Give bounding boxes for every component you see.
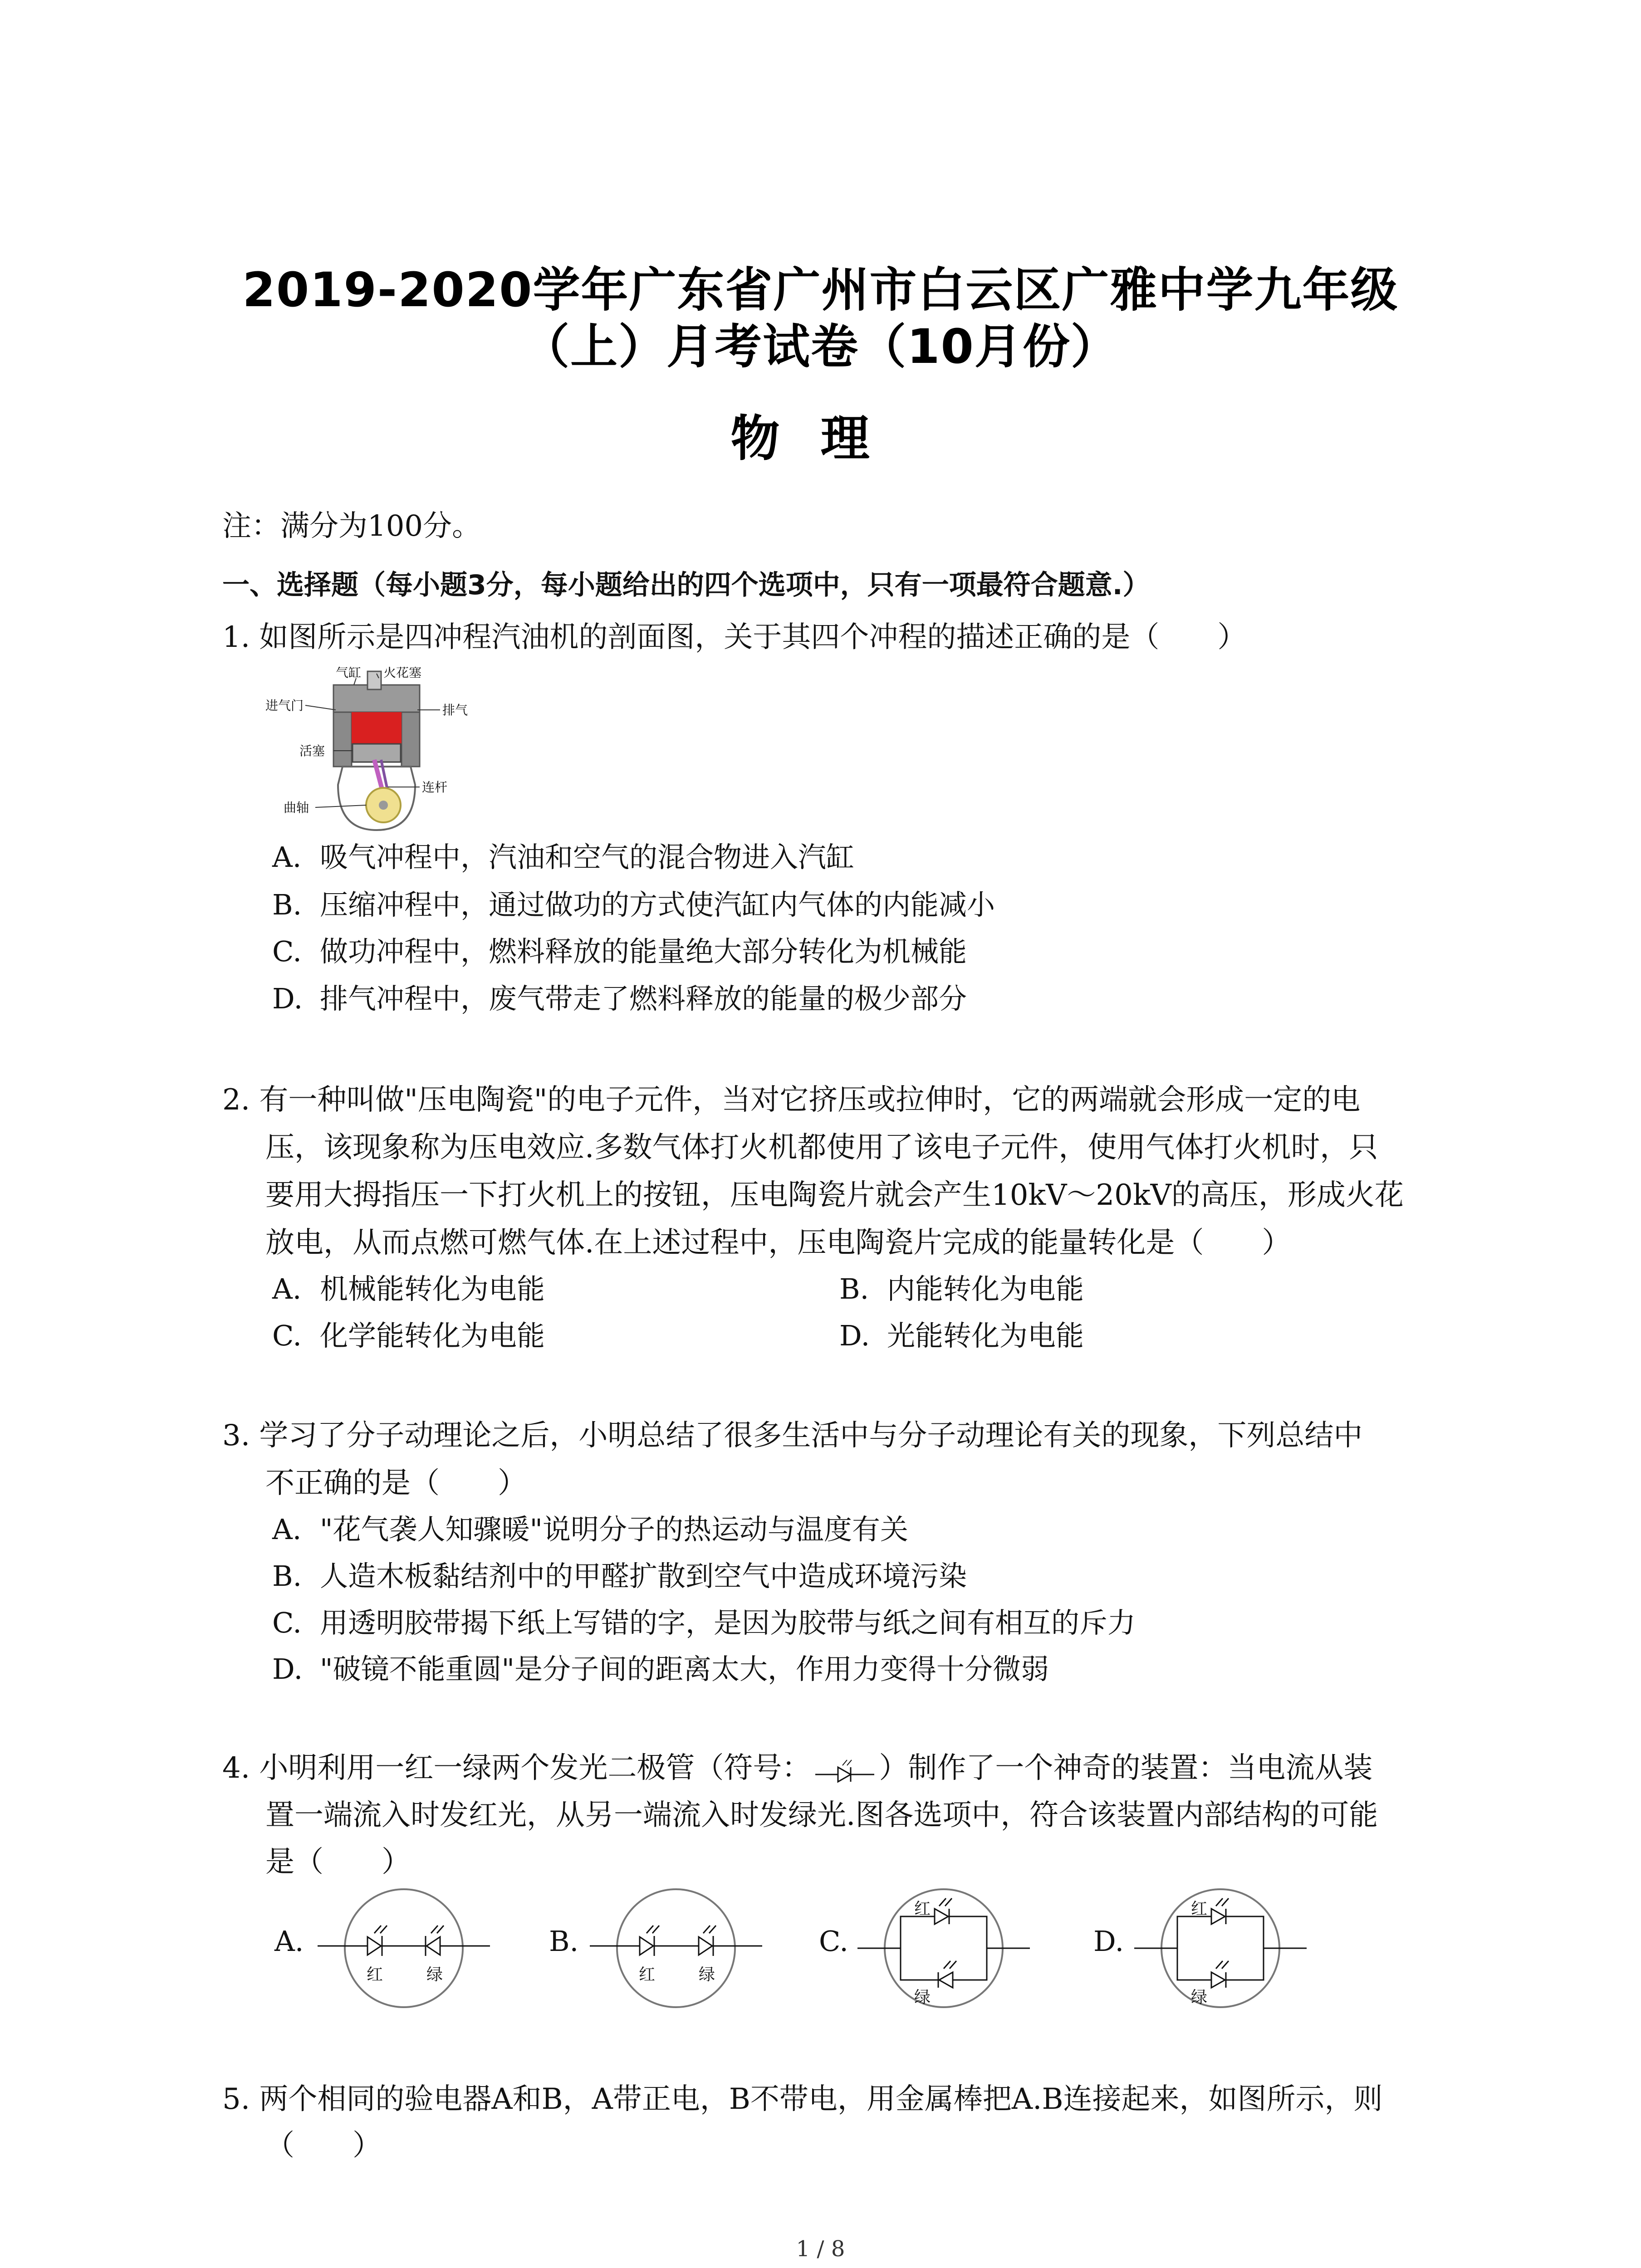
q4-line-3: 是（ ） <box>265 1845 411 1879</box>
q1-option-d <box>272 981 967 1017</box>
q4-diagram-c-letter: C. <box>819 1925 848 1958</box>
q1-stem: 1. 如图所示是四冲程汽油机的剖面图，关于其四个冲程的描述正确的是（ ） <box>222 621 1247 654</box>
q3-line-1: 3. 学习了分子动理论之后，小明总结了很多生活中与分子动理论有关的现象，下列总结中 <box>222 1419 1363 1452</box>
exam-title-line2: （上）月考试卷（10月份） <box>522 319 1119 374</box>
option-letter: D. <box>272 982 303 1015</box>
option-letter: C. <box>272 935 302 968</box>
q3-option-b <box>272 1558 967 1594</box>
led-symbol-icon <box>811 1757 879 1784</box>
option-text: 排气冲程中，废气带走了燃料释放的能量的极少部分 <box>320 982 967 1015</box>
option-letter: C. <box>272 1319 302 1352</box>
q4-diagram-a-letter: A. <box>274 1925 304 1958</box>
q1-option-c <box>272 934 967 970</box>
option-text: "破镜不能重圆"是分子间的距离太大，作用力变得十分微弱 <box>320 1652 1049 1686</box>
q1-option-b <box>272 887 995 923</box>
diagram-label-green: 绿 <box>699 1965 715 1984</box>
q4-line-1-pre: 4. 小明利用一红一绿两个发光二极管（符号： <box>222 1751 811 1785</box>
diagram-label-red: 红 <box>639 1965 656 1984</box>
score-note: 注：满分为100分。 <box>222 509 481 543</box>
option-letter: A. <box>272 1272 302 1305</box>
q3-line-2: 不正确的是（ ） <box>265 1466 527 1500</box>
option-text: 机械能转化为电能 <box>320 1272 545 1305</box>
q2-option-c <box>272 1318 545 1354</box>
q4-line-2: 置一端流入时发红光，从另一端流入时发绿光.图各选项中，符合该装置内部结构的可能 <box>265 1799 1378 1832</box>
engine-label-crank: 曲轴 <box>284 800 309 815</box>
q4-diagram-d <box>1134 1882 1307 2016</box>
diagram-label-green: 绿 <box>914 1988 931 2007</box>
engine-label-rod: 连杆 <box>422 780 448 795</box>
page-number: 1 / 8 <box>796 2236 845 2262</box>
option-text: 做功冲程中，燃料释放的能量绝大部分转化为机械能 <box>320 935 967 968</box>
option-letter: D. <box>272 1652 303 1686</box>
q3-option-a <box>272 1511 908 1548</box>
q3-option-d <box>272 1651 1049 1687</box>
option-text: 内能转化为电能 <box>887 1272 1084 1305</box>
option-letter: D. <box>839 1319 870 1352</box>
q4-line-1 <box>222 1750 1372 1786</box>
diagram-label-green: 绿 <box>1191 1988 1208 2007</box>
engine-label-piston: 活塞 <box>299 743 325 758</box>
option-letter: B. <box>272 888 302 921</box>
engine-figure <box>265 667 501 841</box>
option-letter: C. <box>272 1606 302 1639</box>
option-letter: B. <box>839 1272 869 1305</box>
option-text: 人造木板黏结剂中的甲醛扩散到空气中造成环境污染 <box>320 1559 967 1593</box>
engine-label-intake: 进气门 <box>265 698 304 713</box>
q5-line-1: 5. 两个相同的验电器A和B，A带正电，B不带电，用金属棒把A.B连接起来，如图所示，则 <box>222 2082 1383 2116</box>
subject-heading: 物理 <box>730 411 911 467</box>
section-heading: 一、选择题（每小题3分，每小题给出的四个选项中，只有一项最符合题意.） <box>222 569 1150 601</box>
diagram-label-green: 绿 <box>426 1965 443 1984</box>
q1-option-a <box>272 839 854 875</box>
option-text: "花气袭人知骤暖"说明分子的热运动与温度有关 <box>320 1513 909 1546</box>
option-text: 压缩冲程中，通过做功的方式使汽缸内气体的内能减小 <box>320 888 995 921</box>
q2-option-a <box>272 1271 545 1307</box>
diagram-label-red: 红 <box>1191 1900 1208 1918</box>
q4-diagram-c <box>857 1882 1030 2016</box>
engine-label-spark-plug: 火花塞 <box>383 667 422 680</box>
exam-title-line1: 2019-2020学年广东省广州市白云区广雅中学九年级 <box>242 262 1399 318</box>
q4-diagram-a <box>318 1882 490 2016</box>
diagram-label-red: 红 <box>367 1965 383 1984</box>
q4-diagram-b-letter: B. <box>549 1925 579 1958</box>
q4-line-1-post: ）制作了一个神奇的装置：当电流从装 <box>879 1751 1373 1785</box>
q4-diagram-b <box>590 1882 762 2016</box>
q2-line-2: 压，该现象称为压电效应.多数气体打火机都使用了该电子元件，使用气体打火机时，只 <box>265 1131 1378 1164</box>
q2-option-b <box>839 1271 1084 1307</box>
q2-line-3: 要用大拇指压一下打火机上的按钮，压电陶瓷片就会产生10kV～20kV的高压，形成火花 <box>265 1178 1404 1212</box>
diagram-label-red: 红 <box>914 1900 931 1918</box>
option-letter: A. <box>272 841 302 874</box>
engine-label-cylinder: 气缸 <box>336 667 362 680</box>
option-text: 光能转化为电能 <box>887 1319 1084 1352</box>
q3-option-c <box>272 1605 1136 1641</box>
engine-label-exhaust: 排气 <box>442 703 468 718</box>
option-letter: B. <box>272 1559 302 1593</box>
q5-line-2: （ ） <box>265 2129 382 2162</box>
option-text: 吸气冲程中，汽油和空气的混合物进入汽缸 <box>320 841 855 874</box>
q2-option-d <box>839 1318 1084 1354</box>
q2-line-1: 2. 有一种叫做"压电陶瓷"的电子元件，当对它挤压或拉伸时，它的两端就会形成一定的电 <box>222 1083 1361 1117</box>
option-letter: A. <box>272 1513 302 1546</box>
q4-diagram-d-letter: D. <box>1093 1925 1124 1958</box>
q2-line-4: 放电，从而点燃可燃气体.在上述过程中，压电陶瓷片完成的能量转化是（ ） <box>265 1226 1291 1260</box>
option-text: 化学能转化为电能 <box>320 1319 545 1352</box>
option-text: 用透明胶带揭下纸上写错的字，是因为胶带与纸之间有相互的斥力 <box>320 1606 1136 1639</box>
